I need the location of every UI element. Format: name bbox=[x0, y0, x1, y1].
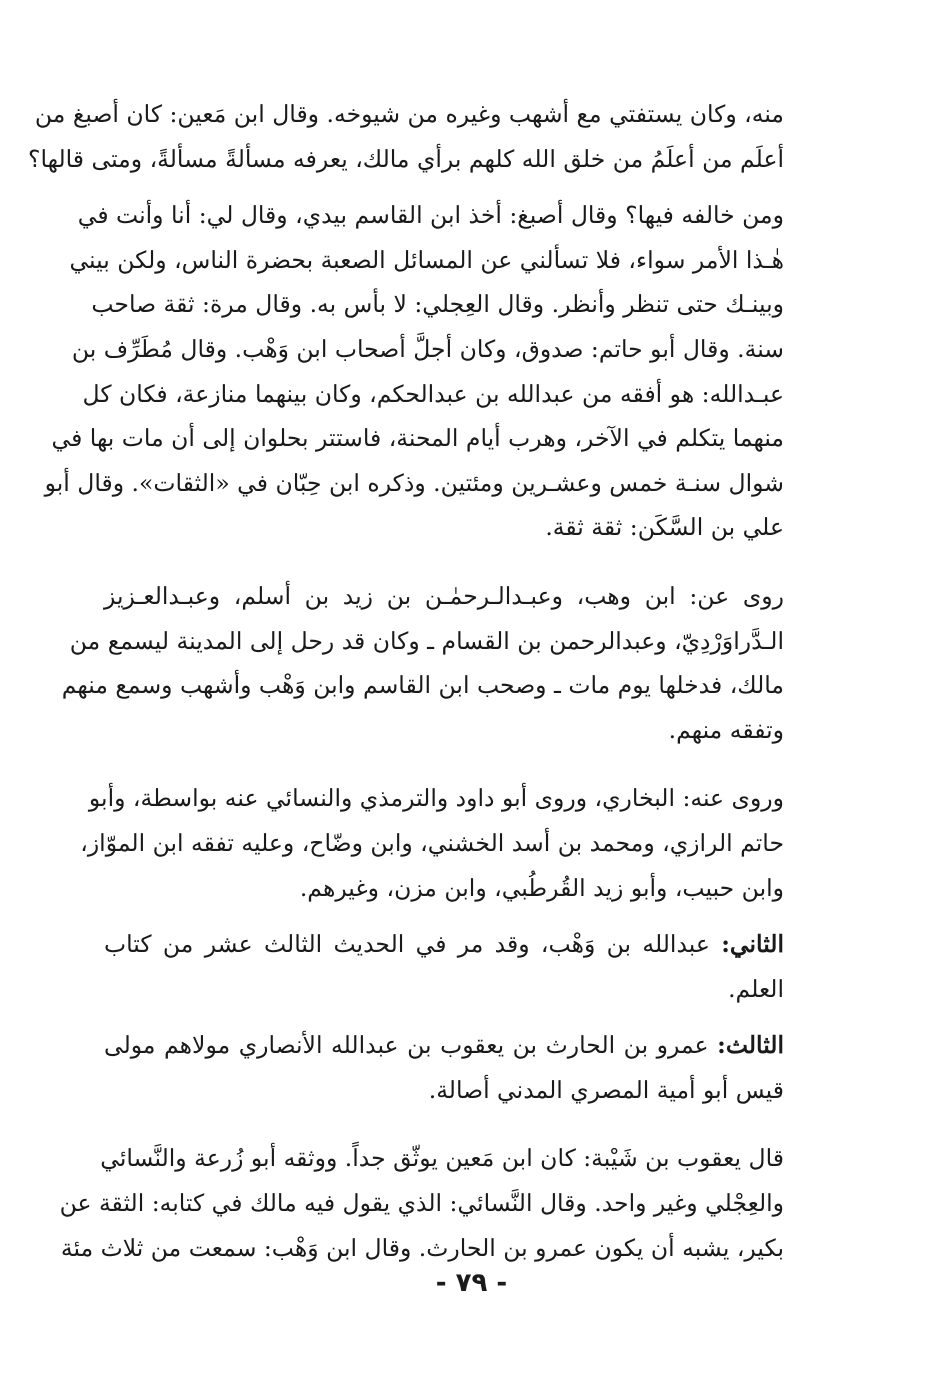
text-line: هٰـذا الأمر سواء، فلا تسألني عن المسائل الصعبة بحضرة الناس، ولكن بيني bbox=[69, 245, 784, 274]
section-label: الثالث: bbox=[717, 1031, 784, 1060]
text-line: وبينـك حتى تنظر وأنظر. وقال العِجلي: لا بأس به. وقال مرة: ثقة صاحب bbox=[91, 290, 784, 319]
text-line: بكير، يشبه أن يكون عمرو بن الحارث. وقال ابن وَهْب: سمعت من ثلاث مئة bbox=[60, 1233, 784, 1262]
text-line: سنة. وقال أبو حاتم: صدوق، وكان أجلَّ أصحاب ابن وَهْب. وقال مُطَرِّف بن bbox=[71, 334, 784, 363]
text-line: العلم. bbox=[728, 974, 784, 1003]
text-line: علي بن السَّكَن: ثقة ثقة. bbox=[545, 513, 784, 542]
text-line: أعلَم من أعلَمُ من خلق الله كلهم برأي مالك، يعرفه مسألةً مسألةً، ومتى قالها؟ bbox=[28, 144, 784, 173]
page-number: - ٧٩ - bbox=[435, 1268, 508, 1298]
text-segment: عبدالله بن وَهْب، وقد مر في الحديث الثالث عشر من كتاب bbox=[104, 930, 722, 959]
text-line: منه، وكان يستفتي مع أشهب وغيره من شيوخه. وقال ابن مَعين: كان أصبغ من bbox=[34, 100, 784, 128]
text-line: منهما يتكلم في الآخر، وهرب أيام المحنة، فاستتر بحلوان إلى أن مات بها في bbox=[51, 424, 784, 453]
text-line: والعِجْلي وغير واحد. وقال النَّسائي: الذي يقول فيه مالك في كتابه: الثقة عن bbox=[59, 1189, 784, 1218]
section-label: الثاني: bbox=[721, 930, 784, 959]
document-body bbox=[28, 92, 784, 1270]
paragraph-5 bbox=[104, 922, 784, 1011]
paragraph-6 bbox=[104, 1023, 784, 1112]
text-line bbox=[104, 922, 784, 967]
text-line: وتفقه منهم. bbox=[668, 715, 784, 744]
paragraph-7 bbox=[59, 1136, 784, 1270]
text-line: قيس أبو أمية المصري المدني أصالة. bbox=[428, 1075, 784, 1104]
text-line: ومن خالفه فيها؟ وقال أصبغ: أخذ ابن القاسم بيدي، وقال لي: أنا وأنت في bbox=[77, 201, 784, 230]
text-line: الـدَّراوَرْدِيّ، وعبدالرحمن بن القسام ـ وكان قد رحل إلى المدينة ليسمع من bbox=[69, 626, 784, 655]
text-line: وابن حبيب، وأبو زيد القُرطُبي، وابن مزن، وغيرهم. bbox=[299, 873, 784, 902]
text-line: روى عن: ابن وهب، وعبـدالـرحمٰـن بن زيد بن أسلم، وعبـدالعـزيز bbox=[104, 581, 784, 610]
text-line: عبـدالله: هو أفقه من عبدالله بن عبدالحكم، وكان بينهما منازعة، فكان كل bbox=[82, 379, 784, 408]
text-line: مالك، فدخلها يوم مات ـ وصحب ابن القاسم وابن وَهْب وأشهب وسمع منهم bbox=[61, 671, 784, 700]
text-line: قال يعقوب بن شَيْبة: كان ابن مَعين يوثّق جداً. ووثقه أبو زُرعة والنَّسائي bbox=[100, 1144, 784, 1173]
text-line: شوال سنـة خمس وعشـرين ومئتين. وذكره ابن حِبّان في «الثقات». وقال أبو bbox=[44, 468, 784, 497]
paragraph-4 bbox=[80, 776, 784, 910]
paragraph-1 bbox=[28, 92, 784, 181]
text-line bbox=[104, 1023, 784, 1068]
paragraph-2 bbox=[44, 193, 784, 550]
text-line: حاتم الرازي، ومحمد بن أسد الخشني، وابن وضّاح، وعليه تفقه ابن الموّاز، bbox=[80, 828, 784, 857]
paragraph-3 bbox=[61, 574, 784, 752]
text-segment: عمرو بن الحارث بن يعقوب بن عبدالله الأنصاري مولاهم مولى bbox=[104, 1031, 718, 1060]
text-line: وروى عنه: البخاري، وروى أبو داود والترمذي والنسائي عنه بواسطة، وأبو bbox=[88, 784, 784, 813]
